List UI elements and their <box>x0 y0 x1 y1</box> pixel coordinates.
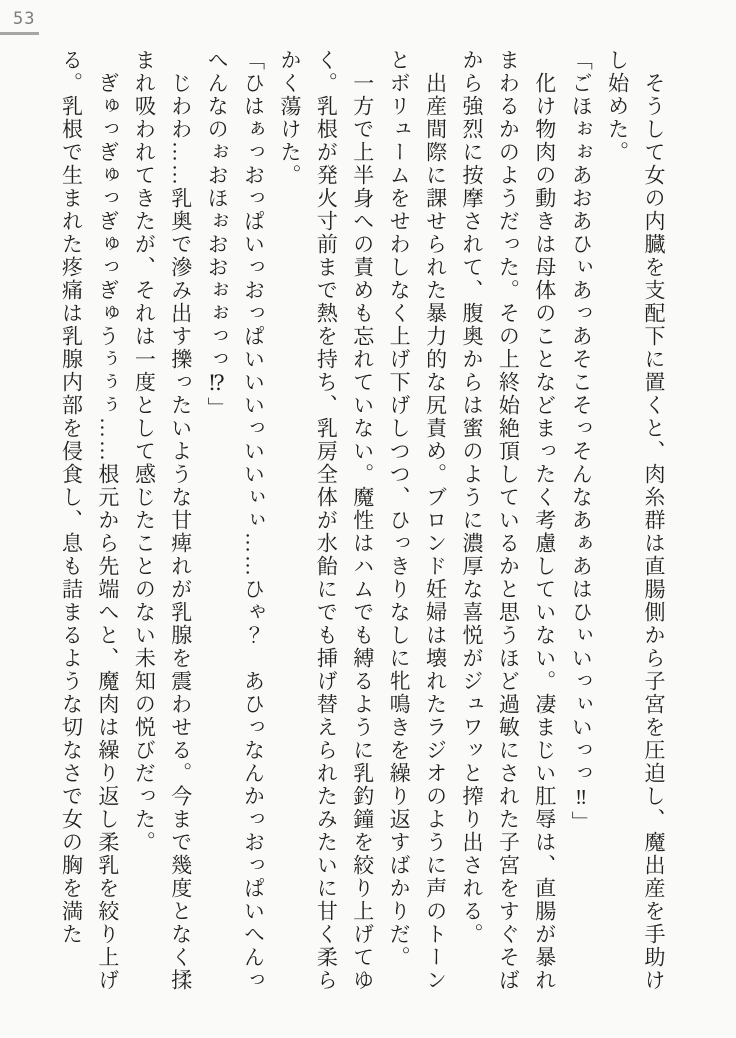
paragraph: 「ごほぉぉあおあひぃあっあそこそっそんなあぁあはひぃいっぃいっっ‼」 <box>569 49 594 834</box>
paragraph: 出産間際に課せられた暴力的な尻責め。ブロンド妊婦は壊れたラジオのように声のトーンとボリュームをせわしなく上げ下げしつつ、ひっきりなしに牝鳴きを繰り返すばかりだ。 <box>387 49 448 992</box>
paragraph: 一方で上半身への責めも忘れていない。魔性はハムでも縛るように乳釣鐘を絞り上げてゆく。乳根が発火寸前まで熱を持ち、乳房全体が水飴にでも挿げ替えられたみたいに甘く柔らかく蕩けた。 <box>277 49 375 992</box>
page-number: 53 <box>13 9 36 29</box>
paragraph: 「ひはぁっおっぱいっおっぱいいいっいいぃぃ……ひゃ？ あひっなんかっおっぱいへんっへんなのぉおほぉおおぉぉっっ⁉」 <box>205 49 266 992</box>
paragraph: ぎゅっぎゅっぎゅっぎゅうぅぅぅ……根元から先端へと、魔肉は繰り返し柔乳を絞り上げる。乳根で生まれた疼痛は乳腺内部を侵食し、息も詰まるような切なさで女の胸を満た <box>59 49 120 992</box>
paragraph: じわわ……乳奥で滲み出す擽ったいような甘痺れが乳腺を震わせる。今まで幾度となく揉まれ吸われてきたが、それは一度として感じたことのない未知の悦びだった。 <box>132 49 193 992</box>
paragraph: そうして女の内臓を支配下に置くと、肉糸群は直腸側から子宮を圧迫し、魔出産を手助けし始めた。 <box>605 49 666 992</box>
vertical-text-area <box>53 49 672 994</box>
paragraph: 化け物肉の動きは母体のことなどまったく考慮していない。凄まじい肛辱は、直腸が暴れまわるかのようだった。その上終始絶頂しているかと思うほど過敏にされた子宮をすぐそばから強烈に按摩されて、腹奥からは蜜のように濃厚な喜悦がジュワッと搾り出される。 <box>459 49 557 992</box>
page-number-rule <box>0 32 39 35</box>
